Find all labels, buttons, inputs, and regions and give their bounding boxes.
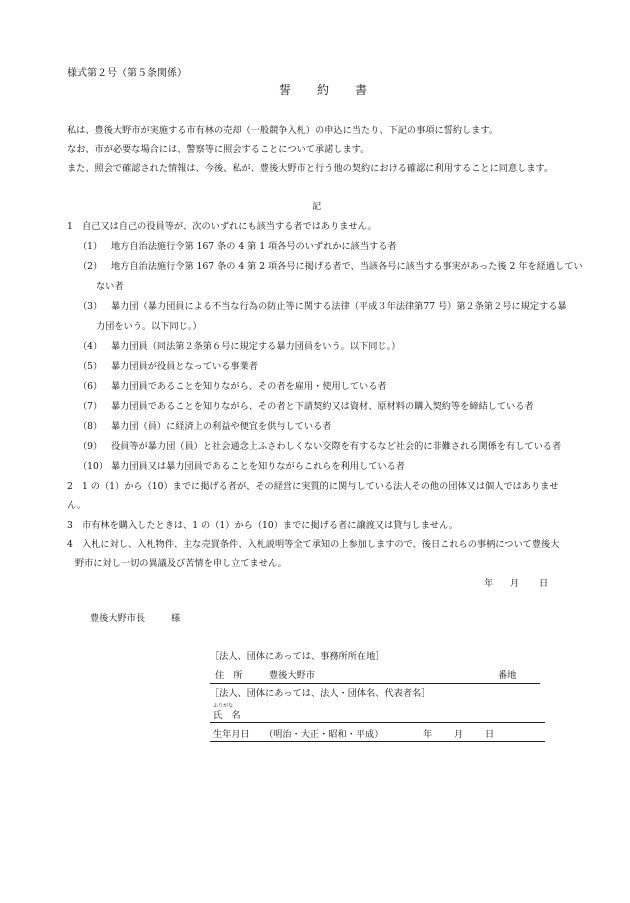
subitem-text-cont: ない者 [96, 281, 124, 292]
dob-underline [210, 741, 545, 742]
dob-label: 生年月日 [213, 729, 250, 740]
item-2-line-1: 2 1 の（1）から（10）までに掲げる者が、その経営に実質的に関与している法人その他の団体又は個人ではありませ [67, 481, 559, 492]
subitem-text: 暴力団員又は暴力団員であることを知りながらこれらを利用している者 [111, 461, 405, 472]
subitem-number: （1） [78, 241, 103, 252]
form-number: 様式第２号（第５条関係） [67, 68, 187, 79]
item-4-line-2: 野市に対し一切の異議及び苦情を申し立てません。 [75, 558, 287, 569]
title-char-2: 約 [317, 83, 330, 97]
date-year: 年 [484, 578, 494, 589]
subitem-number: （3） [78, 301, 103, 312]
item-3: 3 市有林を購入したときは、1 の（1）から（10）までに掲げる者に譲渡又は貸与しません。 [67, 520, 459, 531]
name-note: ［法人、団体にあっては、法人・団体名、代表者名］ [210, 688, 431, 699]
subitem-text: 暴力団員（同法第２条第６号に規定する暴力団員をいう。以下同じ。） [111, 341, 401, 352]
address-note: ［法人、団体にあっては、事務所所在地］ [210, 651, 385, 662]
item-4-line-1: 4 入札に対し、入札物件、主な売買条件、入札説明等全て承知の上参加しますので、後日これらの事柄について豊後大 [67, 539, 560, 550]
subitem-number: （9） [78, 441, 103, 452]
addressee-name: 豊後大野市長 [90, 613, 146, 624]
intro-line-3: また、照会で確認された情報は、今後、私が、豊後大野市と行う他の契約における確認に利用することに同意します。 [67, 163, 554, 174]
subitem-text: 暴力団員であることを知りながら、その者と下請契約又は資材、原材料の購入契約等を締結している者 [111, 401, 534, 412]
subitem-number: （10） [78, 461, 109, 472]
intro-line-2: なお、市が必要な場合には、警察等に照会することについて承諾します。 [67, 144, 370, 155]
subitem-text-cont: 力団をいう。以下同じ。） [96, 321, 202, 332]
date-day: 日 [539, 578, 549, 589]
item-2-line-2: ん。 [67, 500, 86, 511]
dob-eras: （明治・大正・昭和・平成） [264, 729, 384, 740]
subitem-text: 地方自治法施行令第 167 条の 4 第 1 項各号のいずれかに該当する者 [111, 241, 397, 252]
name-label: 氏 名 [213, 710, 241, 721]
address-underline [210, 683, 540, 684]
subitem-number: （7） [78, 401, 103, 412]
address-city: 豊後大野市 [269, 670, 315, 681]
ki-heading: 記 [312, 201, 322, 212]
subitem-number: （2） [78, 261, 103, 272]
dob-year: 年 [423, 729, 433, 740]
subitem-text: 暴力団員であることを知りながら、その者を雇用・使用している者 [111, 381, 387, 392]
subitem-text: 役員等が暴力団（員）と社会通念上ふさわしくない交際を有するなど社会的に非難される関係を有している者 [111, 441, 562, 452]
title-char-1: 誓 [279, 83, 292, 97]
dob-month: 月 [454, 729, 464, 740]
subitem-number: （8） [78, 421, 103, 432]
title-char-3: 書 [355, 83, 368, 97]
subitem-text: 暴力団（員）に経済上の利益や便宜を供与している者 [111, 421, 332, 432]
subitem-number: （4） [78, 341, 103, 352]
dob-day: 日 [485, 729, 495, 740]
name-underline [210, 722, 545, 723]
date-month: 月 [510, 578, 520, 589]
subitem-text: 暴力団員が役員となっている事業者 [111, 361, 258, 372]
subitem-number: （6） [78, 381, 103, 392]
subitem-text: 地方自治法施行令第 167 条の 4 第 2 項各号に掲げる者で、当該各号に該当する事実があった後 2 年を経過してい [111, 261, 583, 272]
intro-line-1: 私は、豊後大野市が実施する市有林の売却（一般競争入札）の申込に当たり、下記の事項に誓約します。 [67, 125, 499, 136]
address-suffix: 番地 [498, 670, 517, 681]
addressee-honorific: 様 [171, 613, 181, 624]
furigana-label: ふりがな [213, 703, 234, 709]
item-1-heading: 1 自己又は自己の役員等が、次のいずれにも該当する者ではありません。 [67, 221, 377, 232]
address-label: 住 所 [215, 670, 243, 681]
subitem-number: （5） [78, 361, 103, 372]
subitem-text: 暴力団（暴力団員による不当な行為の防止等に関する法律（平成３年法律第77 号）第２条第２号に規定する暴 [111, 301, 567, 312]
